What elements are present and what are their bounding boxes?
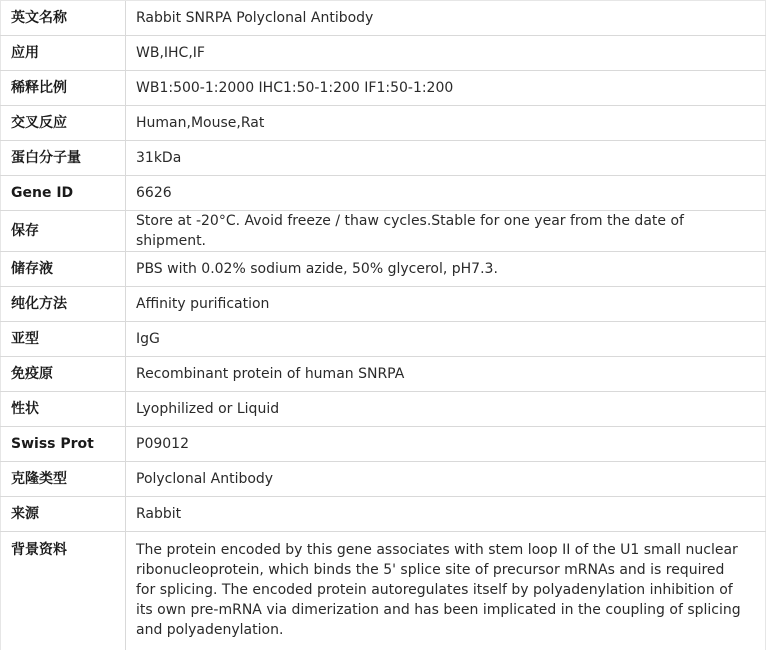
spec-label: 英文名称	[1, 1, 126, 36]
spec-row-background	[1, 532, 766, 650]
spec-label: 保存	[1, 211, 126, 252]
spec-row-host	[1, 497, 766, 532]
spec-value: Human,Mouse,Rat	[126, 106, 766, 141]
spec-label: 储存液	[1, 252, 126, 287]
spec-label: 亚型	[1, 322, 126, 357]
spec-value: WB,IHC,IF	[126, 36, 766, 71]
spec-value: Rabbit SNRPA Polyclonal Antibody	[126, 1, 766, 36]
spec-label: 来源	[1, 497, 126, 532]
spec-row-storage	[1, 211, 766, 252]
spec-row-gene-id	[1, 176, 766, 211]
spec-row-application	[1, 36, 766, 71]
spec-label: 免疫原	[1, 357, 126, 392]
spec-value: Store at -20°C. Avoid freeze / thaw cycles.Stable for one year from the date of shipment.	[126, 211, 766, 252]
spec-row-dilution	[1, 71, 766, 106]
spec-label: 稀释比例	[1, 71, 126, 106]
spec-value: 6626	[126, 176, 766, 211]
spec-row-molecular-weight	[1, 141, 766, 176]
spec-row-english-name	[1, 1, 766, 36]
spec-row-buffer	[1, 252, 766, 287]
spec-label: 性状	[1, 392, 126, 427]
spec-row-swiss-prot	[1, 427, 766, 462]
spec-value: The protein encoded by this gene associates with stem loop II of the U1 small nuclear ribonucleoprotein, which binds the 5' splice site of precursor mRNAs and is required for splicing. The encoded protein autoregulates itself by polyadenylation inhibition of its own pre-mRNA via dimerization and has been implicated in the coupling of splicing and polyadenylation.	[126, 532, 766, 650]
spec-row-reactivity	[1, 106, 766, 141]
spec-label: 交叉反应	[1, 106, 126, 141]
spec-label: Swiss Prot	[1, 427, 126, 462]
spec-value: Rabbit	[126, 497, 766, 532]
spec-row-isotype	[1, 322, 766, 357]
spec-label: 克隆类型	[1, 462, 126, 497]
spec-value: Lyophilized or Liquid	[126, 392, 766, 427]
spec-row-form	[1, 392, 766, 427]
spec-row-immunogen	[1, 357, 766, 392]
spec-value: 31kDa	[126, 141, 766, 176]
spec-label: 蛋白分子量	[1, 141, 126, 176]
spec-label: Gene ID	[1, 176, 126, 211]
spec-value: WB1:500-1:2000 IHC1:50-1:200 IF1:50-1:200	[126, 71, 766, 106]
spec-label: 背景资料	[1, 532, 126, 650]
spec-label: 应用	[1, 36, 126, 71]
spec-value: P09012	[126, 427, 766, 462]
spec-value: PBS with 0.02% sodium azide, 50% glycerol, pH7.3.	[126, 252, 766, 287]
spec-value: IgG	[126, 322, 766, 357]
spec-value: Affinity purification	[126, 287, 766, 322]
spec-label: 纯化方法	[1, 287, 126, 322]
spec-value: Recombinant protein of human SNRPA	[126, 357, 766, 392]
spec-row-purification	[1, 287, 766, 322]
spec-value: Polyclonal Antibody	[126, 462, 766, 497]
spec-row-clonality	[1, 462, 766, 497]
